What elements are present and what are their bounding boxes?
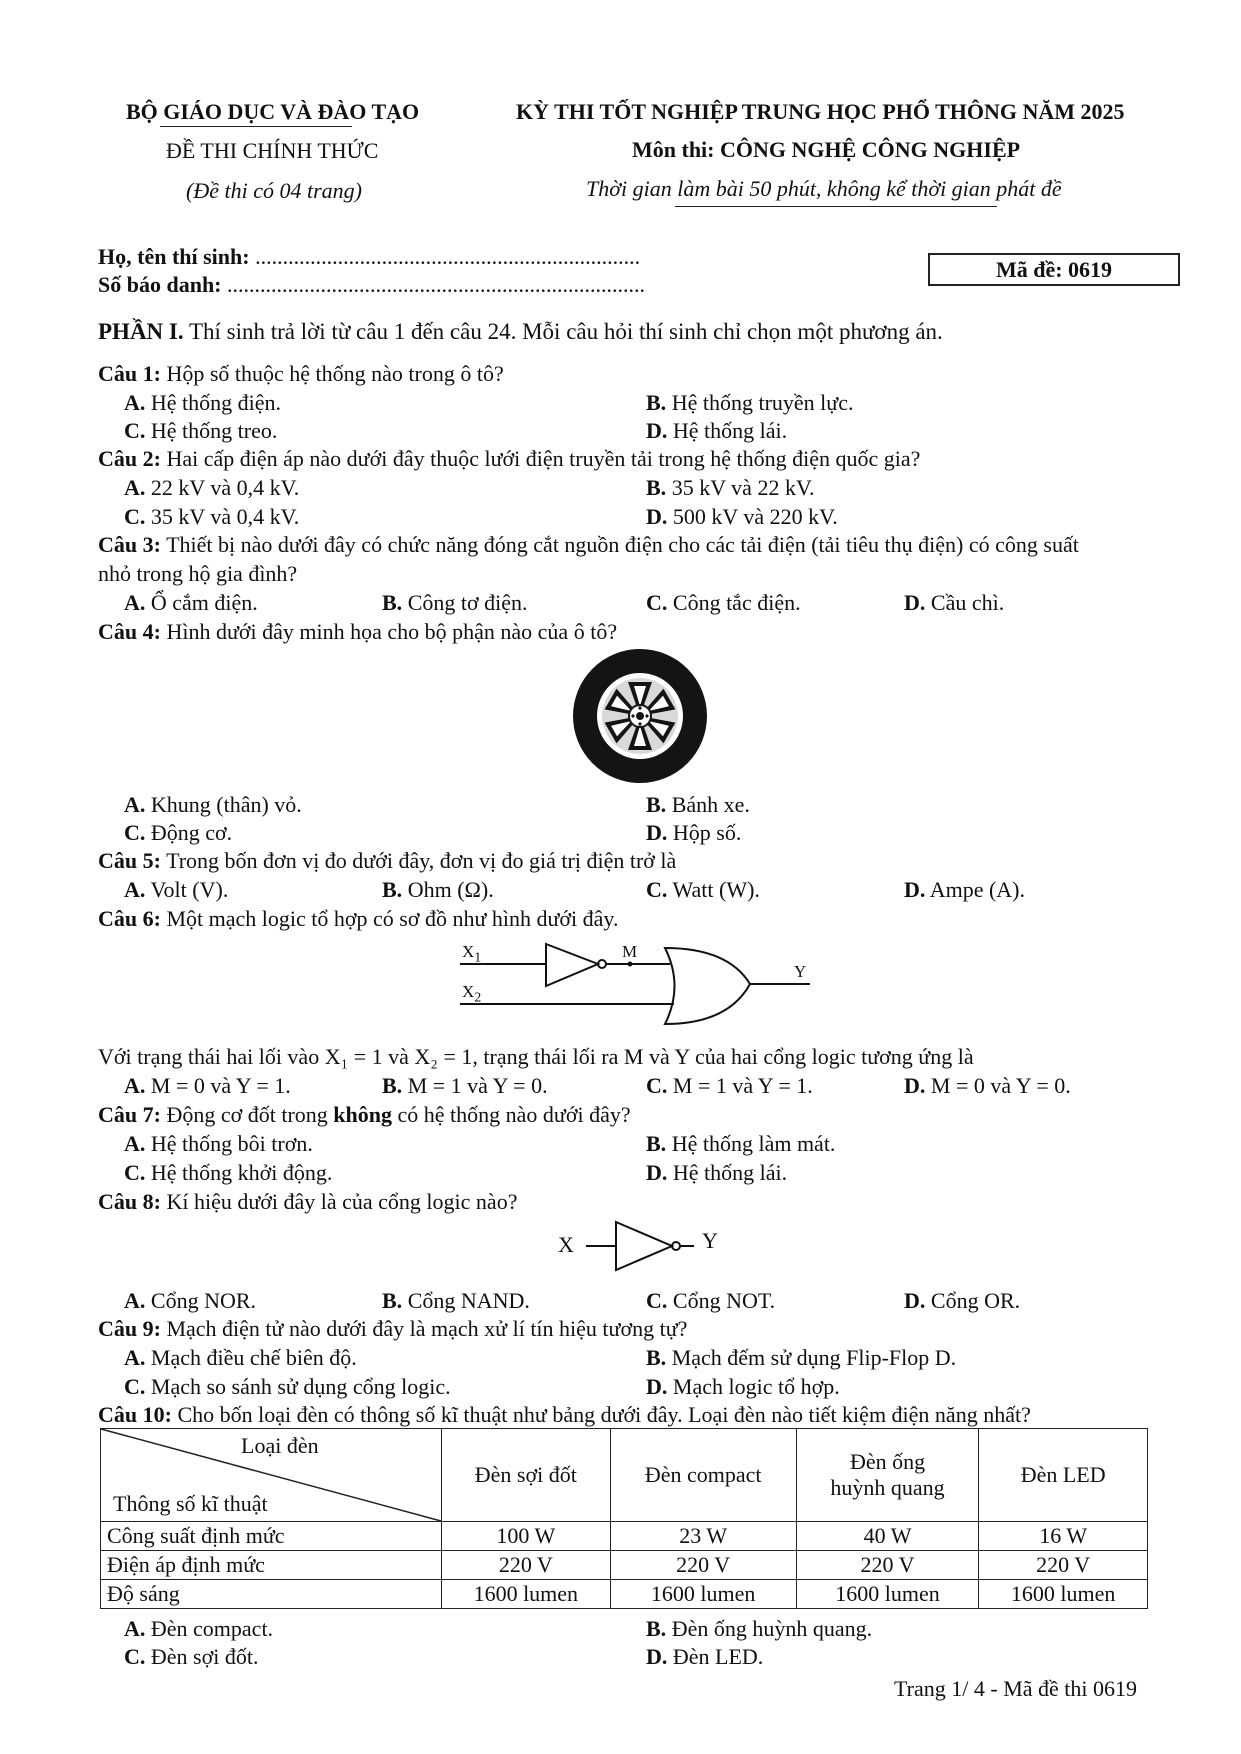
- opt-text: Hệ thống truyền lực.: [671, 390, 854, 415]
- q-text: Thiết bị nào dưới đây có chức năng đóng cắt nguồn điện cho các tải điện (tải tiêu thụ điện) có công suất: [166, 532, 1079, 557]
- opt-letter: D.: [904, 590, 926, 615]
- code-value: 0619: [1068, 257, 1113, 282]
- sbd-dots: ............................................................................: [227, 272, 646, 297]
- opt-letter: C.: [124, 1160, 146, 1185]
- question-6-cont: Với trạng thái hai lối vào X₁ = 1 và X₂ = 1, trạng thái lối ra M và Y của hai cổng logic tương ứng là: [98, 1044, 974, 1069]
- opt-text: Hệ thống bôi trơn.: [150, 1131, 313, 1156]
- opt-letter: B.: [646, 390, 667, 415]
- opt-text: Mạch đếm sử dụng Flip-Flop D.: [671, 1345, 957, 1370]
- q5-option-b[interactable]: [382, 877, 494, 903]
- col-fluorescent: [796, 1429, 979, 1522]
- opt-letter: A.: [124, 590, 146, 615]
- subject-line: Môn thi: CÔNG NGHỆ CÔNG NGHIỆP: [632, 137, 1021, 162]
- opt-text: M = 1 và Y = 1.: [672, 1073, 813, 1098]
- q1-option-a[interactable]: [124, 390, 281, 416]
- q9-option-d[interactable]: [646, 1374, 840, 1400]
- opt-letter: D.: [646, 418, 668, 443]
- q5-option-c[interactable]: [646, 877, 760, 903]
- opt-text: Volt (V).: [150, 877, 229, 902]
- question-1: [98, 361, 504, 387]
- q1-option-d[interactable]: [646, 418, 787, 444]
- part1-label: PHẦN I.: [98, 319, 184, 344]
- opt-text: 500 kV và 220 kV.: [672, 504, 838, 529]
- opt-letter: C.: [646, 590, 668, 615]
- opt-letter: A.: [124, 390, 146, 415]
- q-text: Một mạch logic tổ hợp có sơ đồ như hình dưới đây.: [166, 906, 619, 931]
- q10-option-c[interactable]: [124, 1644, 258, 1670]
- q6-option-b[interactable]: [382, 1073, 548, 1099]
- opt-text: 35 kV và 0,4 kV.: [150, 504, 300, 529]
- opt-letter: B.: [646, 1345, 667, 1370]
- opt-letter: A.: [124, 1345, 146, 1370]
- q3-option-c[interactable]: [646, 590, 801, 616]
- opt-letter: C.: [646, 1073, 668, 1098]
- table-cell: 100 W: [442, 1522, 611, 1551]
- part1-text: Thí sinh trả lời từ câu 1 đến câu 24. Mỗi câu hỏi thí sinh chỉ chọn một phương án.: [188, 319, 943, 344]
- q10-option-b[interactable]: [646, 1616, 872, 1642]
- opt-letter: A.: [124, 792, 146, 817]
- row-label: Độ sáng: [101, 1580, 442, 1609]
- opt-text: Khung (thân) vỏ.: [150, 792, 302, 817]
- table-cell: 23 W: [610, 1522, 796, 1551]
- question-8: [98, 1189, 517, 1215]
- question-10: [98, 1402, 1031, 1428]
- x1-label: [462, 942, 481, 966]
- opt-text: Hệ thống điện.: [150, 390, 282, 415]
- col-compact: Đèn compact: [610, 1429, 796, 1522]
- q3-option-a[interactable]: [124, 590, 258, 616]
- corner-bottom-label: Thông số kĩ thuật: [113, 1491, 268, 1516]
- opt-text: Động cơ.: [150, 820, 233, 845]
- opt-text: M = 0 và Y = 0.: [930, 1073, 1071, 1098]
- question-4: [98, 619, 617, 645]
- table-cell: 220 V: [979, 1551, 1148, 1580]
- col-fluorescent-line2: huỳnh quang: [830, 1475, 945, 1500]
- x2-letter: X: [462, 982, 475, 1001]
- q8-option-d[interactable]: [904, 1288, 1020, 1314]
- opt-letter: B.: [382, 1288, 403, 1313]
- q-num: Câu 4:: [98, 619, 161, 644]
- table-row: [101, 1580, 1148, 1609]
- y-label: Y: [794, 962, 807, 981]
- opt-text: Cổng NOT.: [672, 1288, 776, 1313]
- opt-text: Hộp số.: [672, 820, 742, 845]
- opt-letter: A.: [124, 475, 146, 500]
- q1-option-c[interactable]: [124, 418, 277, 444]
- q2-option-c[interactable]: [124, 504, 299, 530]
- opt-text: Cổng NOR.: [150, 1288, 257, 1313]
- opt-letter: B.: [382, 1073, 403, 1098]
- opt-text: Mạch so sánh sử dụng cổng logic.: [150, 1374, 451, 1399]
- q9-option-c[interactable]: [124, 1374, 451, 1400]
- not-input-label: X: [558, 1232, 574, 1257]
- q-text: Hai cấp điện áp nào dưới đây thuộc lưới điện truyền tải trong hệ thống điện quốc gia?: [166, 446, 921, 471]
- candidate-sbd-row: [98, 272, 645, 298]
- opt-letter: D.: [904, 1073, 926, 1098]
- opt-letter: B.: [646, 1131, 667, 1156]
- opt-text: Mạch logic tổ hợp.: [672, 1374, 840, 1399]
- opt-text: 35 kV và 22 kV.: [671, 475, 815, 500]
- table-cell: 220 V: [796, 1551, 979, 1580]
- opt-text: Mạch điều chế biên độ.: [150, 1345, 357, 1370]
- q4-option-d[interactable]: [646, 820, 741, 846]
- opt-letter: D.: [646, 1374, 668, 1399]
- opt-text: Ổ cắm điện.: [150, 590, 258, 615]
- q6-option-a[interactable]: [124, 1073, 291, 1099]
- opt-letter: B.: [382, 590, 403, 615]
- opt-letter: A.: [124, 877, 146, 902]
- opt-letter: D.: [646, 504, 668, 529]
- opt-text: M = 0 và Y = 1.: [150, 1073, 291, 1098]
- opt-text: Ampe (A).: [929, 877, 1025, 902]
- opt-letter: D.: [904, 877, 926, 902]
- opt-text: Cổng OR.: [930, 1288, 1021, 1313]
- table-cell: 1600 lumen: [610, 1580, 796, 1609]
- opt-letter: A.: [124, 1616, 146, 1641]
- x2-label: [462, 982, 481, 1006]
- opt-text: 22 kV và 0,4 kV.: [150, 475, 300, 500]
- col-fluorescent-line1: Đèn ống: [849, 1449, 926, 1474]
- opt-letter: C.: [646, 877, 668, 902]
- part1-instruction: [98, 319, 943, 345]
- q4-option-b[interactable]: [646, 792, 750, 818]
- q4-option-a[interactable]: [124, 792, 302, 818]
- opt-text: Bánh xe.: [671, 792, 750, 817]
- opt-text: Hệ thống treo.: [150, 418, 278, 443]
- opt-text: Cổng NAND.: [407, 1288, 530, 1313]
- opt-text: Đèn compact.: [150, 1616, 274, 1641]
- col-incandescent: Đèn sợi đốt: [442, 1429, 611, 1522]
- q8-option-c[interactable]: [646, 1288, 775, 1314]
- table-header-row: [101, 1429, 1148, 1522]
- q9-option-a[interactable]: [124, 1345, 357, 1371]
- table-cell: 1600 lumen: [442, 1580, 611, 1609]
- q-num: Câu 7:: [98, 1102, 161, 1127]
- q-num: Câu 2:: [98, 446, 161, 471]
- q2-option-a[interactable]: [124, 475, 299, 501]
- table-corner-cell: [101, 1429, 442, 1522]
- opt-text: Hệ thống làm mát.: [671, 1131, 836, 1156]
- opt-letter: D.: [646, 820, 668, 845]
- x1-letter: X: [462, 942, 475, 961]
- footer-text: Trang 1/ 4 - Mã đề thi: [894, 1676, 1088, 1701]
- question-2: [98, 446, 920, 472]
- q-num: Câu 10:: [98, 1402, 172, 1427]
- opt-letter: B.: [646, 1616, 667, 1641]
- opt-text: Watt (W).: [672, 877, 760, 902]
- q8-option-b[interactable]: [382, 1288, 530, 1314]
- opt-text: Đèn sợi đốt.: [150, 1644, 259, 1669]
- q5-option-a[interactable]: [124, 877, 228, 903]
- opt-letter: C.: [124, 1644, 146, 1669]
- q-text-post: có hệ thống nào dưới đây?: [392, 1102, 631, 1127]
- q-text-emphasis: không: [333, 1102, 393, 1127]
- opt-letter: D.: [904, 1288, 926, 1313]
- q6-option-c[interactable]: [646, 1073, 813, 1099]
- q-num: Câu 8:: [98, 1189, 161, 1214]
- corner-top-label: Loại đèn: [241, 1433, 319, 1458]
- opt-text: Hệ thống khởi động.: [150, 1160, 333, 1185]
- q-text: Kí hiệu dưới đây là của cổng logic nào?: [166, 1189, 518, 1214]
- lamp-spec-table: [100, 1428, 1148, 1609]
- q-text: Mạch điện tử nào dưới đây là mạch xử lí tín hiệu tương tự?: [166, 1316, 688, 1341]
- q7-option-a[interactable]: [124, 1131, 313, 1157]
- m-label: M: [622, 942, 638, 961]
- q-text: Hộp số thuộc hệ thống nào trong ô tô?: [166, 361, 504, 386]
- q-num: Câu 6:: [98, 906, 161, 931]
- opt-letter: B.: [646, 475, 667, 500]
- opt-letter: A.: [124, 1073, 146, 1098]
- q3-option-b[interactable]: [382, 590, 527, 616]
- q-num: Câu 3:: [98, 532, 161, 557]
- exam-code-box: [928, 253, 1180, 286]
- opt-text: Công tắc điện.: [672, 590, 801, 615]
- wheel-figure: [572, 648, 708, 784]
- table-cell: 40 W: [796, 1522, 979, 1551]
- exam-title: KỲ THI TỐT NGHIỆP TRUNG HỌC PHỔ THÔNG NĂM 2025: [516, 99, 1125, 124]
- question-5: [98, 848, 676, 874]
- ministry-name: BỘ GIÁO DỤC VÀ ĐÀO TẠO: [126, 99, 420, 124]
- row-label: Công suất định mức: [101, 1522, 442, 1551]
- q-text: Trong bốn đơn vị đo dưới đây, đơn vị đo giá trị điện trở là: [166, 848, 677, 873]
- q7-option-b[interactable]: [646, 1131, 835, 1157]
- table-cell: 220 V: [610, 1551, 796, 1580]
- q5-option-d[interactable]: [904, 877, 1025, 903]
- name-label: Họ, tên thí sinh:: [98, 244, 250, 269]
- opt-text: Đèn ống huỳnh quang.: [671, 1616, 873, 1641]
- table-cell: 16 W: [979, 1522, 1148, 1551]
- q-num: Câu 9:: [98, 1316, 161, 1341]
- q3-option-d[interactable]: [904, 590, 1004, 616]
- name-dots: ......................................................................: [255, 244, 641, 269]
- q4-option-c[interactable]: [124, 820, 232, 846]
- sbd-label: Số báo danh:: [98, 272, 222, 297]
- q10-option-a[interactable]: [124, 1616, 273, 1642]
- q10-option-d[interactable]: [646, 1644, 763, 1670]
- footer-code: 0619: [1093, 1676, 1138, 1701]
- official-label: ĐỀ THI CHÍNH THỨC: [166, 138, 379, 163]
- q7-option-d[interactable]: [646, 1160, 787, 1186]
- opt-letter: D.: [646, 1644, 668, 1669]
- x1-sub: 1: [474, 950, 482, 966]
- ministry-underline: [160, 126, 352, 127]
- q1-option-b[interactable]: [646, 390, 853, 416]
- not-output-label: Y: [702, 1228, 718, 1253]
- page-footer: [894, 1676, 1137, 1702]
- q-text: Cho bốn loại đèn có thông số kĩ thuật như bảng dưới đây. Loại đèn nào tiết kiệm điện năng nhất?: [177, 1402, 1031, 1427]
- opt-text: Hệ thống lái.: [672, 418, 788, 443]
- q8-option-a[interactable]: [124, 1288, 256, 1314]
- table-cell: 1600 lumen: [796, 1580, 979, 1609]
- q2-option-d[interactable]: [646, 504, 838, 530]
- q2-option-b[interactable]: [646, 475, 815, 501]
- opt-letter: C.: [646, 1288, 668, 1313]
- question-7: [98, 1102, 631, 1128]
- opt-letter: B.: [646, 792, 667, 817]
- opt-text: Công tơ điện.: [407, 590, 528, 615]
- col-led: Đèn LED: [979, 1429, 1148, 1522]
- table-cell: 220 V: [442, 1551, 611, 1580]
- opt-letter: C.: [124, 820, 146, 845]
- question-6: [98, 906, 619, 932]
- opt-text: Cầu chì.: [930, 590, 1005, 615]
- q-num: Câu 1:: [98, 361, 161, 386]
- table-row: [101, 1522, 1148, 1551]
- not-gate-figure: [586, 1218, 696, 1274]
- question-3-cont: nhỏ trong hộ gia đình?: [98, 561, 298, 586]
- q-text-pre: Động cơ đốt trong: [166, 1102, 334, 1127]
- opt-text: Đèn LED.: [672, 1644, 764, 1669]
- question-9: [98, 1316, 687, 1342]
- opt-letter: A.: [124, 1288, 146, 1313]
- time-note: Thời gian làm bài 50 phút, không kể thời gian phát đề: [586, 176, 1062, 201]
- opt-letter: D.: [646, 1160, 668, 1185]
- x2-sub: 2: [474, 990, 482, 1006]
- pages-note: (Đề thi có 04 trang): [186, 178, 362, 203]
- opt-letter: C.: [124, 418, 146, 443]
- q-text: Hình dưới đây minh họa cho bộ phận nào của ô tô?: [166, 619, 618, 644]
- logic-circuit-figure: [460, 944, 820, 1034]
- row-label: Điện áp định mức: [101, 1551, 442, 1580]
- time-underline: [675, 206, 997, 207]
- table-row: [101, 1551, 1148, 1580]
- code-label: Mã đề:: [995, 257, 1063, 282]
- q7-option-c[interactable]: [124, 1160, 332, 1186]
- opt-text: Hệ thống lái.: [672, 1160, 788, 1185]
- opt-letter: C.: [124, 1374, 146, 1399]
- opt-letter: A.: [124, 1131, 146, 1156]
- q6-option-d[interactable]: [904, 1073, 1071, 1099]
- candidate-name-row: [98, 244, 640, 270]
- opt-text: M = 1 và Y = 0.: [407, 1073, 548, 1098]
- table-cell: 1600 lumen: [979, 1580, 1148, 1609]
- opt-letter: B.: [382, 877, 403, 902]
- opt-text: Ohm (Ω).: [407, 877, 494, 902]
- q9-option-b[interactable]: [646, 1345, 956, 1371]
- question-3: [98, 532, 1079, 558]
- q-num: Câu 5:: [98, 848, 161, 873]
- opt-letter: C.: [124, 504, 146, 529]
